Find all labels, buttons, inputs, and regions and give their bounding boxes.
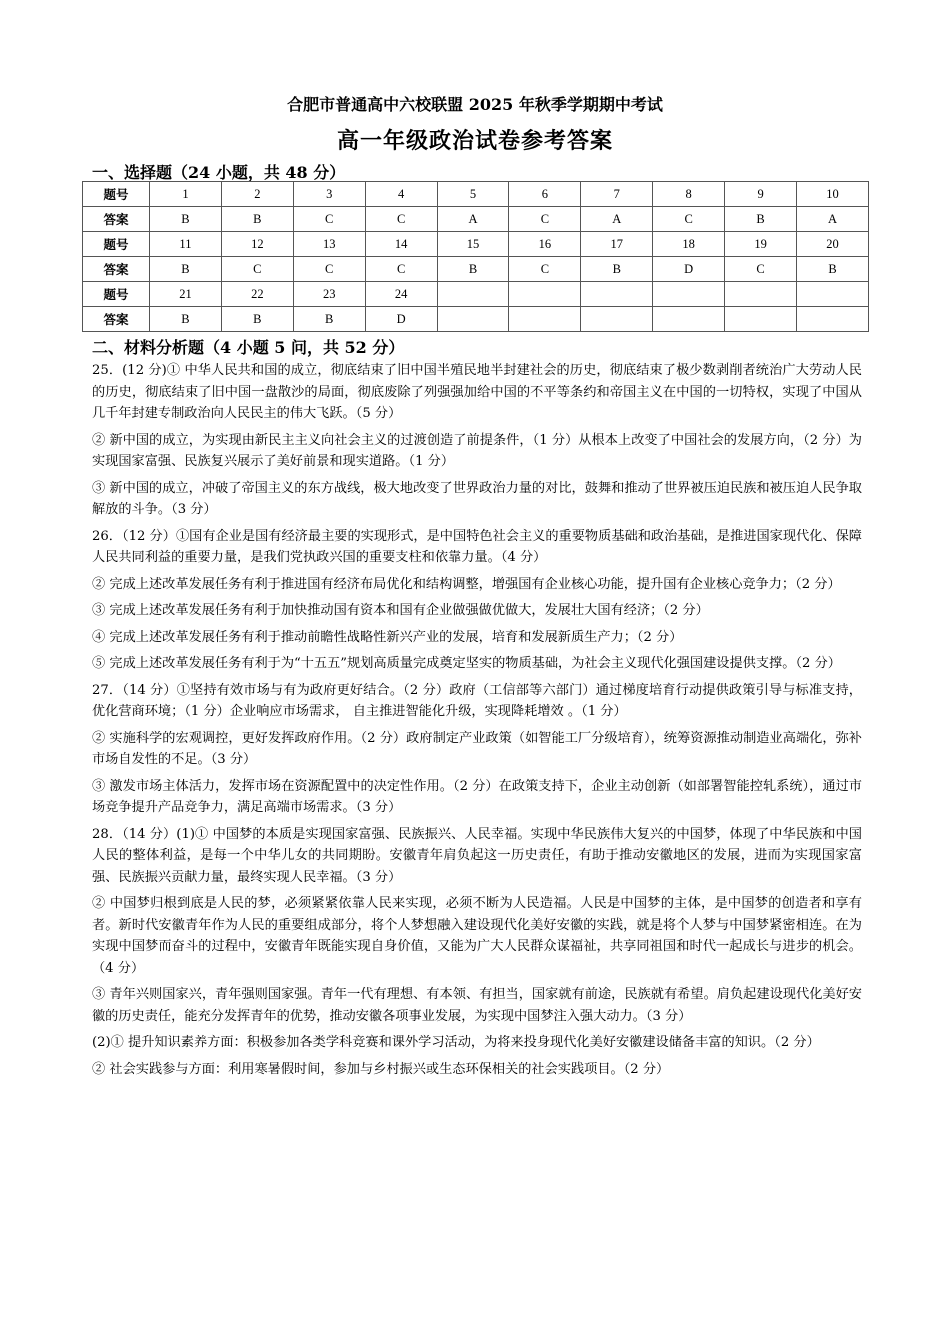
- answer-cell: B: [293, 307, 365, 332]
- answer-cell: [581, 307, 653, 332]
- answer-paragraph: 28．（14 分）(1)① 中国梦的本质是实现国家富强、民族振兴、人民幸福。实现中华民族伟大复兴的中国梦，体现了中华民族和中国人民的整体利益，是每一个中华儿女的共同期盼。安徽青年肩负起这一历史责任，有助于推动安徽地区的发展，进而为实现国家富强、民族振兴贡献力量，最终实现人民幸福。（3 分）: [92, 826, 862, 885]
- answer-paragraph: 27．（14 分）①坚持有效市场与有为政府更好结合。（2 分）政府（工信部等六部门）通过梯度培育行动提供政策引导与标准支持，优化营商环境；（1 分）企业响应市场需求， 自主推进智能化升级，实现降耗增效 。（1 分）: [92, 682, 862, 719]
- answer-cell: B: [437, 257, 509, 282]
- question-number: 24: [365, 282, 437, 307]
- answer-cell: C: [293, 257, 365, 282]
- answer-paragraph: ② 中国梦归根到底是人民的梦，必须紧紧依靠人民来实现，必须不断为人民造福。人民是中国梦的主体，是中国梦的创造者和享有者。新时代安徽青年作为人民的重要组成部分，将个人梦想融入建设现代化美好安徽的实践，就是将个人梦与中国梦紧密相连。在为实现中国梦而奋斗的过程中，安徽青年既能实现自身价值，又能为广大人民群众谋福祉，共享同祖国和时代一起成长与进步的机会。（4 分）: [92, 896, 862, 976]
- question-number: 18: [653, 232, 725, 257]
- question-number: 9: [725, 182, 797, 207]
- question-number-row: [83, 232, 869, 257]
- answer-cell: [509, 307, 581, 332]
- question-number: 22: [221, 282, 293, 307]
- answer-cell: B: [150, 257, 222, 282]
- question-number: 17: [581, 232, 653, 257]
- question-number: 16: [509, 232, 581, 257]
- answer-cell: C: [221, 257, 293, 282]
- answer-paragraph: ② 实施科学的宏观调控，更好发挥政府作用。（2 分）政府制定产业政策（如智能工厂分级培育），统筹资源推动制造业高端化，弥补市场自发性的不足。（3 分）: [92, 730, 862, 767]
- answer-label: 答案: [83, 257, 150, 282]
- question-label: 题号: [83, 232, 150, 257]
- answer-cell: B: [797, 257, 869, 282]
- answer-cell: B: [221, 207, 293, 232]
- answer-body: [92, 360, 862, 1085]
- answer-label: 答案: [83, 207, 150, 232]
- question-number: [581, 282, 653, 307]
- answer-cell: C: [725, 257, 797, 282]
- question-number: [653, 282, 725, 307]
- answer-paragraph: ② 完成上述改革发展任务有利于推进国有经济布局优化和结构调整，增强国有企业核心功能，提升国有企业核心竞争力；（2 分）: [92, 576, 841, 592]
- answer-cell: C: [509, 257, 581, 282]
- section-1-heading: 一、选择题（24 小题，共 48 分）: [92, 163, 346, 182]
- question-number: 23: [293, 282, 365, 307]
- answer-paragraph: ③ 青年兴则国家兴，青年强则国家强。青年一代有理想、有本领、有担当，国家就有前途，民族就有希望。肩负起建设现代化美好安徽的历史责任，能充分发挥青年的优势，推动安徽各项事业发展，为实现中国梦注入强大动力。（3 分）: [92, 987, 862, 1024]
- section-2-heading: 二、材料分析题（4 小题 5 问，共 52 分）: [92, 338, 405, 357]
- question-number: 6: [509, 182, 581, 207]
- answer-cell: B: [221, 307, 293, 332]
- question-number: 5: [437, 182, 509, 207]
- question-number: 2: [221, 182, 293, 207]
- document-title: 高一年级政治试卷参考答案: [336, 128, 613, 154]
- answer-paragraph: ③ 完成上述改革发展任务有利于加快推动国有资本和国有企业做强做优做大，发展壮大国有经济；（2 分）: [92, 603, 709, 618]
- answer-cell: A: [437, 207, 509, 232]
- answer-label: 答案: [83, 307, 150, 332]
- answer-paragraph: ② 新中国的成立，为实现由新民主主义向社会主义的过渡创造了前提条件，（1 分）从根本上改变了中国社会的发展方向，（2 分）为实现国家富强、民族复兴展示了美好前景和现实道路。（1 分）: [92, 432, 862, 469]
- answer-paragraph: ③ 激发市场主体活力，发挥市场在资源配置中的决定性作用。（2 分）在政策支持下，企业主动创新（如部署智能控轧系统），通过市场竞争提升产品竞争力，满足高端市场需求。（3 分）: [92, 778, 862, 815]
- answer-paragraph: 25．(12 分)① 中华人民共和国的成立，彻底结束了旧中国半殖民地半封建社会的历史，彻底结束了极少数剥削者统治广大劳动人民的历史，彻底结束了旧中国一盘散沙的局面，彻底废除了列强强加给中国的不平等条约和帝国主义在中国的一切特权，实现了中国从几千年封建专制政治向人民民主的伟大飞跃。（5 分）: [92, 363, 862, 421]
- answer-cell: A: [581, 207, 653, 232]
- answer-cell: C: [293, 207, 365, 232]
- question-label: 题号: [83, 282, 150, 307]
- answer-paragraph: 26．（12 分）①国有企业是国有经济最主要的实现形式，是中国特色社会主义的重要物质基础和政治基础，是推进国家现代化、保障人民共同利益的重要力量，是我们党执政兴国的重要支柱和依靠力量。（4 分）: [92, 528, 862, 565]
- question-number: 19: [725, 232, 797, 257]
- answer-cell: C: [653, 207, 725, 232]
- answer-cell: B: [581, 257, 653, 282]
- question-number: 12: [221, 232, 293, 257]
- question-number: [437, 282, 509, 307]
- answer-paragraph: ② 社会实践参与方面：利用寒暑假时间，参加与乡村振兴或生态环保相关的社会实践项目。（2 分）: [92, 1061, 670, 1077]
- question-number: [725, 282, 797, 307]
- question-number-row: [83, 282, 869, 307]
- question-number: 10: [797, 182, 869, 207]
- question-label: 题号: [83, 182, 150, 207]
- answer-paragraph: (2)① 提升知识素养方面：积极参加各类学科竞赛和课外学习活动，为将来投身现代化美好安徽建设储备丰富的知识。（2 分）: [92, 1035, 820, 1050]
- question-number: 8: [653, 182, 725, 207]
- answer-paragraph: ⑤ 完成上述改革发展任务有利于为“十五五”规划高质量完成奠定坚实的物质基础，为社会主义现代化强国建设提供支撑。（2 分）: [92, 656, 841, 671]
- answer-cell: A: [797, 207, 869, 232]
- answer-row: [83, 207, 869, 232]
- question-number: 4: [365, 182, 437, 207]
- answer-cell: [437, 307, 509, 332]
- answer-cell: B: [725, 207, 797, 232]
- answer-cell: C: [509, 207, 581, 232]
- answer-row: [83, 257, 869, 282]
- answer-cell: [653, 307, 725, 332]
- answer-cell: [725, 307, 797, 332]
- question-number: 20: [797, 232, 869, 257]
- answer-paragraph: ③ 新中国的成立，冲破了帝国主义的东方战线，极大地改变了世界政治力量的对比，鼓舞和推动了世界被压迫民族和被压迫人民争取解放的斗争。（3 分）: [92, 480, 862, 517]
- answer-cell: B: [150, 207, 222, 232]
- question-number: [797, 282, 869, 307]
- answer-cell: D: [365, 307, 437, 332]
- answer-cell: D: [653, 257, 725, 282]
- question-number: 14: [365, 232, 437, 257]
- answer-row: [83, 307, 869, 332]
- question-number: 15: [437, 232, 509, 257]
- question-number: [509, 282, 581, 307]
- exam-title: 合肥市普通高中六校联盟 2025 年秋季学期期中考试: [287, 95, 663, 114]
- answer-cell: [797, 307, 869, 332]
- question-number: 11: [150, 232, 222, 257]
- answer-cell: B: [150, 307, 222, 332]
- answer-paragraph: ④ 完成上述改革发展任务有利于推动前瞻性战略性新兴产业的发展，培育和发展新质生产力；（2 分）: [92, 629, 683, 645]
- question-number: 1: [150, 182, 222, 207]
- question-number: 13: [293, 232, 365, 257]
- answer-cell: C: [365, 207, 437, 232]
- answer-table: [82, 181, 869, 332]
- question-number: 21: [150, 282, 222, 307]
- question-number: 3: [293, 182, 365, 207]
- answer-cell: C: [365, 257, 437, 282]
- question-number-row: [83, 182, 869, 207]
- question-number: 7: [581, 182, 653, 207]
